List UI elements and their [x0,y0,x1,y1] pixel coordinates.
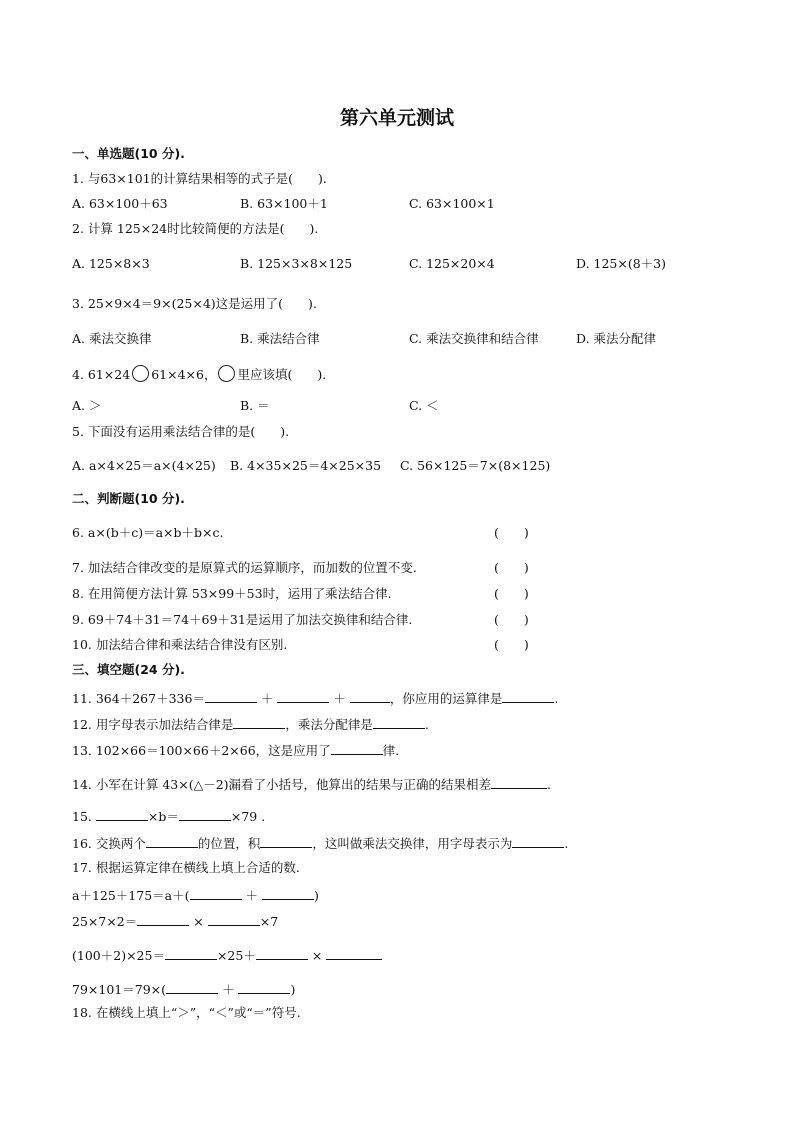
times-sign: × [193,914,204,929]
equation-text: (100＋2)×25＝ [72,948,165,963]
question-4-stem-part-b: 61×4×6， [151,367,217,382]
plus-sign: ＋ [333,691,346,706]
question-2-option-b: B. 125×3×8×125 [240,256,353,271]
judge-item-text: 9. 69＋74＋31＝74＋69＋31是运用了加法交换律和结合律. [72,612,413,627]
section-heading-true-false: 二、判断题(10 分). [72,491,185,506]
judge-item-text: 6. a×(b＋c)＝a×b＋b×c. [72,525,224,540]
question-13-text: 律. [382,743,400,758]
question-15-text: 15. [72,809,92,824]
period: . [564,836,569,851]
question-17d [72,981,295,998]
question-1-option-a: A. 63×100＋63 [72,196,168,211]
question-18-stem: 18. 在横线上填上“＞”，“＜”或“＝”符号. [72,1005,301,1020]
question-1-option-b: B. 63×100＋1 [240,196,328,211]
question-4-option-c: C. ＜ [409,398,439,413]
equation-text: ) [313,888,319,903]
question-5-option-c: C. 56×125＝7×(8×125) [400,458,551,473]
judge-answer-parens: ( ) [494,525,529,540]
period: . [547,777,552,792]
question-11-text: ，你应用的运算律是 [389,691,503,706]
compare-circle-icon [218,365,235,382]
question-17-stem: 17. 根据运算定律在横线上填上合适的数. [72,860,300,875]
answer-blank[interactable] [491,776,547,789]
question-16-text: 的位置，积 [197,836,261,851]
answer-blank[interactable] [96,808,148,821]
question-16-text: 16. 交换两个 [72,836,146,851]
answer-blank[interactable] [331,742,383,755]
question-3-option-d: D. 乘法分配律 [576,331,657,346]
question-17c [72,947,382,964]
judge-answer-parens: ( ) [494,612,529,627]
question-17a [72,887,319,904]
period: . [554,691,559,706]
question-14 [72,776,551,793]
answer-blank[interactable] [179,808,231,821]
equation-text: a＋125＋175＝a＋( [72,888,190,903]
question-5-option-b: B. 4×35×25＝4×25×35 [230,458,382,473]
answer-blank[interactable] [326,947,382,960]
answer-blank[interactable] [350,690,390,703]
judge-item-text: 8. 在用简便方法计算 53×99＋53时，运用了乘法结合律. [72,586,392,601]
judge-item-text: 7. 加法结合律改变的是原算式的运算顺序，而加数的位置不变. [72,560,417,575]
question-11 [72,690,558,707]
section-heading-single-choice: 一、单选题(10 分). [72,146,185,161]
equation-text: ) [290,982,296,997]
question-2-option-c: C. 125×20×4 [409,256,495,271]
answer-blank[interactable] [190,887,242,900]
question-5-stem: 5. 下面没有运用乘法结合律的是( ). [72,424,290,439]
page-title: 第六单元测试 [339,107,454,129]
answer-blank[interactable] [233,716,285,729]
period: . [424,717,429,732]
question-12-text: 12. 用字母表示加法结合律是 [72,717,234,732]
question-2-option-d: D. 125×(8＋3) [576,256,667,271]
question-17b [72,913,278,930]
question-4-option-a: A. ＞ [72,398,102,413]
question-11-text: 11. 364＋267＋336＝ [72,691,205,706]
answer-blank[interactable] [512,835,564,848]
question-3-option-a: A. 乘法交换律 [72,331,152,346]
section-heading-fill-blank: 三、填空题(24 分). [72,662,185,677]
judge-answer-parens: ( ) [494,637,529,652]
question-2-option-a: A. 125×8×3 [72,256,150,271]
question-4-stem [72,365,326,383]
question-4-option-b: B. ＝ [240,398,270,413]
question-13 [72,742,399,759]
question-15-text: ×b＝ [147,809,179,824]
judge-answer-parens: ( ) [494,560,529,575]
answer-blank[interactable] [166,981,218,994]
answer-blank[interactable] [205,690,257,703]
plus-sign: ＋ [221,982,235,997]
question-3-option-c: C. 乘法交换律和结合律 [409,331,539,346]
judge-answer-parens: ( ) [494,586,529,601]
times-sign: × [311,948,323,963]
question-16 [72,835,568,852]
answer-blank[interactable] [260,835,312,848]
question-12 [72,716,429,733]
question-3-option-b: B. 乘法结合律 [240,331,320,346]
question-4-stem-part-a: 4. 61×24 [72,367,131,382]
question-15 [72,808,265,825]
answer-blank[interactable] [165,947,217,960]
question-3-stem: 3. 25×9×4＝9×(25×4)这是运用了( ). [72,296,317,311]
question-16-text: ，这叫做乘法交换律，用字母表示为 [312,836,513,851]
question-5-option-a: A. a×4×25＝a×(4×25) [72,458,216,473]
plus-sign: ＋ [245,888,258,903]
equation-text: 79×101＝79×( [72,982,166,997]
answer-blank[interactable] [502,690,554,703]
equation-text: ×7 [259,914,279,929]
answer-blank[interactable] [238,981,290,994]
question-4-stem-part-c: 里应该填( ). [237,367,327,382]
judge-item-text: 10. 加法结合律和乘法结合律没有区别. [72,637,288,652]
plus-sign: ＋ [260,691,274,706]
question-14-text: 14. 小军在计算 43×(△－2)漏看了小括号，他算出的结果与正确的结果相差 [72,777,492,792]
answer-blank[interactable] [373,716,425,729]
question-2-stem: 2. 计算 125×24时比较简便的方法是( ). [72,221,319,236]
equation-text: ×25＋ [216,948,256,963]
answer-blank[interactable] [277,690,329,703]
answer-blank[interactable] [262,887,314,900]
answer-blank[interactable] [137,913,189,926]
compare-circle-icon [132,365,149,382]
equation-text: 25×7×2＝ [72,914,138,929]
question-15-text: ×79 . [230,809,266,824]
answer-blank[interactable] [256,947,308,960]
question-13-text: 13. 102×66＝100×66＋2×66，这是应用了 [72,743,331,758]
answer-blank[interactable] [146,835,198,848]
question-12-text: ，乘法分配律是 [285,717,373,732]
question-1-stem: 1. 与63×101的计算结果相等的式子是( ). [72,171,327,186]
answer-blank[interactable] [208,913,260,926]
question-1-option-c: C. 63×100×1 [409,196,495,211]
